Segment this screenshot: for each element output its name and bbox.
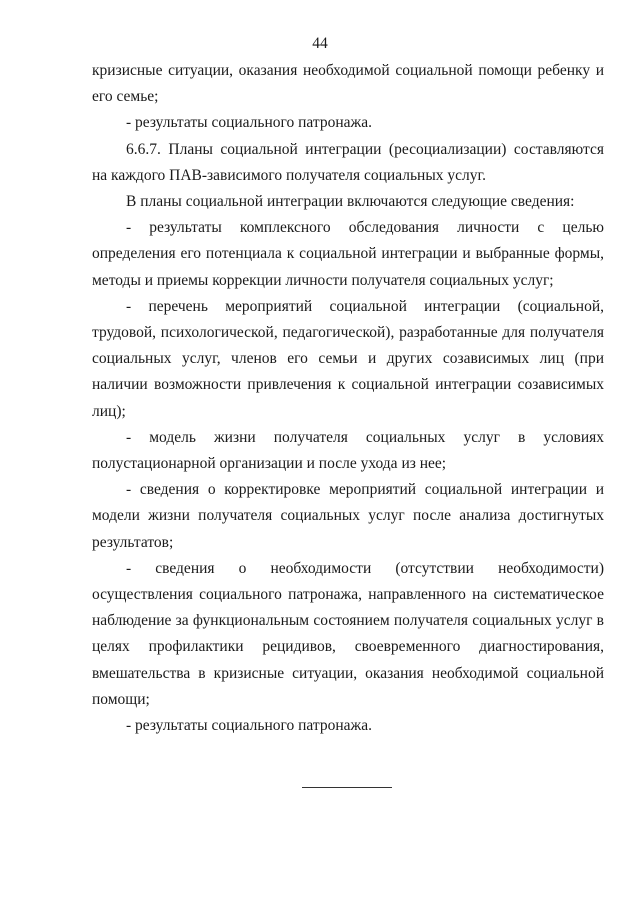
list-item-examination-results: - результаты комплексного обследования личности с целью определения его потенциала к социальной интеграции и выбранные формы, методы и приемы коррекции личности получателя социальных услуг; [92, 219, 604, 289]
page-number: 44 [312, 35, 328, 52]
paragraph-plans-intro: В планы социальной интеграции включаются следующие сведения: [126, 193, 575, 211]
document-body [92, 58, 604, 739]
list-item-adjustment-info: - сведения о корректировке мероприятий социальной интеграции и модели жизни получателя социальных услуг после анализа достигнутых результатов; [92, 481, 604, 551]
paragraph-section-6-6-7: 6.6.7. Планы социальной интеграции (ресоциализации) составляются на каждого ПАВ-зависимого получателя социальных услуг. [92, 140, 604, 184]
footnote-separator [302, 787, 392, 788]
paragraph-patronage-results: - результаты социального патронажа. [126, 114, 372, 132]
list-item-integration-activities: - перечень мероприятий социальной интеграции (социальной, трудовой, психологической, педагогической), разработанные для получателя социальных услуг, членов его семьи и других созависимых лиц (при наличии возможности привлечения к социальной интеграции созависимых лиц); [92, 297, 604, 420]
list-item-patronage-need: - сведения о необходимости (отсутствии необходимости) осуществления социального патронажа, направленного на систематическое наблюдение за функциональным состоянием получателя социальных услуг в целях профилактики рецидивов, своевременного диагностирования, вмешательства в кризисные ситуации, оказания необходимой социальной помощи; [92, 559, 604, 708]
list-item-life-model: - модель жизни получателя социальных услуг в условиях полустационарной организации и после ухода из нее; [92, 428, 604, 473]
list-item-patronage-results: - результаты социального патронажа. [126, 717, 372, 735]
paragraph-continuation: кризисные ситуации, оказания необходимой социальной помощи ребенку и его семье; [92, 62, 604, 106]
